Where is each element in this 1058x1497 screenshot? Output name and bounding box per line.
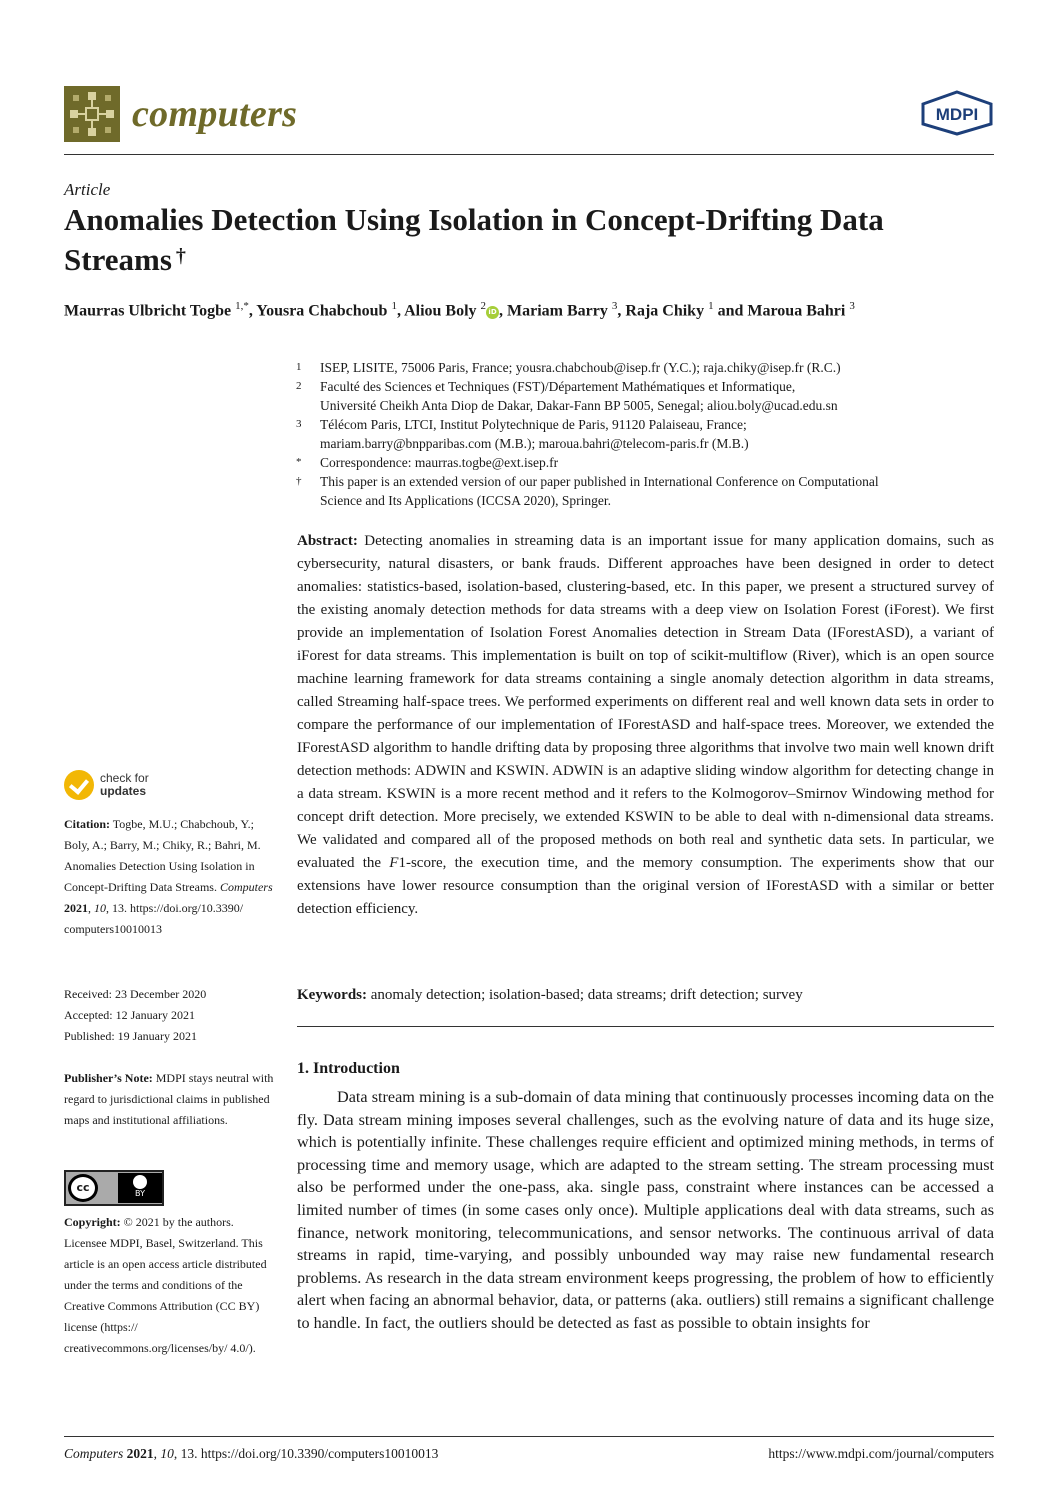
author-affil: 3 <box>849 300 855 312</box>
published-date: Published: 19 January 2021 <box>64 1029 197 1043</box>
cc-by-license-icon[interactable] <box>64 1170 164 1206</box>
affiliation-line: ISEP, LISITE, 75006 Paris, France; yousra.chabchoub@isep.fr (Y.C.); raja.chiky@isep.fr (R.C.) <box>320 360 841 375</box>
author-list: Maurras Ulbricht Togbe $^{1,*}$, Yousra Chabchoub $^1$, Aliou Boly $^2$iD , Mariam Barry $^3$, Raja Chiky $^1$ and Maroua Bahri $^3$ <box>64 300 855 320</box>
author-affil: 2 <box>480 300 487 312</box>
orcid-icon[interactable]: iD <box>486 306 499 319</box>
check-line: updates <box>100 784 147 798</box>
journal-header <box>64 86 994 154</box>
header-divider <box>64 154 994 155</box>
author-affil: 1 <box>708 300 714 312</box>
affiliation-line: Science and Its Applications (ICCSA 2020), Springer. <box>320 493 611 508</box>
citation-year: 2021 <box>64 901 88 915</box>
author: Maroua Bahri <box>747 302 846 320</box>
citation-label: Citation: <box>64 817 110 831</box>
title-footnote-mark: † <box>175 245 186 267</box>
keywords-text: anomaly detection; isolation-based; data streams; drift detection; survey <box>367 987 803 1003</box>
affiliation-item <box>288 358 994 377</box>
abstract-label: Abstract: <box>297 533 358 549</box>
page-title <box>64 200 964 280</box>
footer-year: 2021 <box>126 1446 154 1461</box>
affiliation-item <box>288 415 994 453</box>
publisher-note <box>64 1068 274 1131</box>
footer-citation: Computers 2021, 10, 13. https://doi.org/10.3390/computers10010013 <box>64 1446 439 1461</box>
dates-block <box>64 984 274 1047</box>
by-icon <box>118 1173 162 1203</box>
affiliation-mark: 1 <box>296 361 302 373</box>
author-affil: 1 <box>391 300 397 312</box>
author: Maurras Ulbricht Togbe <box>64 302 232 320</box>
section-body: Data stream mining is a sub-domain of data mining that continuously processes incoming data on the fly. Data stream mining imposes several challenges, such as the evolving nature of data and its huge size, which is potentially infinite. These challenges require efficient and optimized mining methods, in terms of processing time and memory usage, which are adapted to the stream setting. The stream processing must also be performed under the one-pass, aka. single pass, constraint where instances can be accessed a limited number of times (in some cases only once). Multiple applications deal with data streams, such as finance, network monitoring, telecommunications, and sensor networks. The continuous arrival of data streams in rapid, time-varying, and possibly unbounded way may raise new fundamental research problems. As research in the data stream environment keeps progressing, the problem of how to efficiently alert when facing an abnormal behavior, data, or patterns (aka. outliers) still remains a significant challenge to handle. In fact, the outliers should be detected as fast as possible to obtain insights for <box>297 1088 994 1332</box>
affiliation-item <box>288 453 994 472</box>
copyright-text: © 2021 by the authors. Licensee MDPI, Basel, Switzerland. This article is an open access article distributed under the terms and conditions of the Creative Commons Attribution (CC BY) license (https:// creativecommons.org/licenses/by/ 4.0/). <box>64 1215 267 1355</box>
affiliation-line: Correspondence: maurras.togbe@ext.isep.fr <box>320 455 559 470</box>
person-icon <box>133 1175 147 1189</box>
affiliations <box>288 358 994 510</box>
section-title: 1. Introduction <box>297 1060 400 1077</box>
author-affil: 3 <box>611 300 618 312</box>
affiliation-item <box>288 377 994 415</box>
and-word: and <box>717 302 744 320</box>
affiliation-line: Faculté des Sciences et Techniques (FST)/Département Mathématiques et Informatique, <box>320 379 796 394</box>
abstract-text: Detecting anomalies in streaming data is an important issue for many application domains, such as cybersecurity, natural disasters, or bank frauds. Different approaches have been designed in order to detect anomalies: statistics-based, isolation-based, clustering-based, etc. In this paper, we present a structured survey of the existing anomaly detection methods for data streams with a deep view on Isolation Forest (iForest). We first provide an implementation of Isolation Forest Anomalies detection in Stream Data (IForestASD), a variant of iForest for data streams. This implementation is built on top of scikit-multiflow (River), which is an open source machine learning framework for data streams containing a single anomaly detection algorithm in data streams, called Streaming half-space trees. We performed experiments on different real and well known data sets in order to compare the performance of our implementation of IForestASD and half-space trees. Moreover, we extended the IForestASD algorithm to handle drifting data by proposing three algorithms that involve two main well known drift detection methods: ADWIN and KSWIN. ADWIN is an adaptive sliding window algorithm for detecting change in a data stream. KSWIN is a more recent method and it refers to the Kolmogorov–Smirnov Windowing method for concept drift detection. More precisely, we extended KSWIN to be able to deal with n-dimensional data streams. We validated and compared all of the proposed methods on both real and synthetic data sets. In particular, we evaluated the <box>297 533 994 871</box>
citation-volume: 10 <box>94 901 106 915</box>
affiliation-mark: 2 <box>296 380 302 392</box>
affiliation-line: Télécom Paris, LTCI, Institut Polytechnique de Paris, 91120 Palaiseau, France; <box>320 417 747 432</box>
publisher-note-text: MDPI stays neutral with regard to jurisdictional claims in published maps and institutional affiliations. <box>64 1071 274 1127</box>
mdpi-logo <box>920 90 994 136</box>
footer-journal: Computers <box>64 1446 124 1461</box>
publisher-note-label: Publisher’s Note: <box>64 1071 153 1085</box>
by-label: BY <box>135 1189 145 1198</box>
title-text: Anomalies Detection Using Isolation in Concept-Drifting Data Streams <box>64 202 884 277</box>
citation-doi[interactable]: , 13. https://doi.org/10.3390/ computers10010013 <box>64 901 244 936</box>
affiliation-line: mariam.barry@bnpparibas.com (M.B.); maroua.bahri@telecom-paris.fr (M.B.) <box>320 436 749 451</box>
footer-doi[interactable]: , 13. https://doi.org/10.3390/computers10010013 <box>173 1446 439 1461</box>
citation-text: Togbe, M.U.; Chabchoub, Y.; Boly, A.; Barry, M.; Chiky, R.; Bahri, M. Anomalies Detection Using Isolation in Concept-Drifting Data Streams. <box>64 817 261 894</box>
keywords <box>297 984 994 1007</box>
affiliation-line: This paper is an extended version of our paper published in International Conference on Computational <box>320 474 879 489</box>
affiliation-mark: 3 <box>296 418 302 430</box>
copyright-block <box>64 1212 274 1359</box>
check-for-updates-button[interactable] <box>64 770 184 806</box>
affiliation-mark: * <box>296 456 302 468</box>
author-affil: 1,* <box>235 300 249 312</box>
author: Aliou Boly <box>404 302 477 320</box>
citation-journal: Computers <box>219 880 273 894</box>
check-line: check for <box>100 771 149 785</box>
accepted-date: Accepted: 12 January 2021 <box>64 1008 195 1022</box>
check-for-updates-label <box>100 772 149 798</box>
affiliation-item <box>288 472 994 510</box>
affiliation-mark: † <box>296 475 302 487</box>
affiliation-line: Université Cheikh Anta Diop de Dakar, Dakar-Fann BP 5005, Senegal; aliou.boly@ucad.edu.sn <box>320 398 838 413</box>
received-date: Received: 23 December 2020 <box>64 987 207 1001</box>
footer-volume: 10 <box>160 1446 174 1461</box>
section-divider <box>297 1026 994 1027</box>
citation-block: Citation: Togbe, M.U.; Chabchoub, Y.; Boly, A.; Barry, M.; Chiky, R.; Bahri, M. Anomalies Detection Using Isolation in Concept-Drifting Data Streams. Computers 2021, 10, 13. https://doi.org/10.3390/ computers10010013 <box>64 817 273 936</box>
author: Yousra Chabchoub <box>256 302 388 320</box>
author: Raja Chiky <box>625 302 705 320</box>
cc-icon: cc <box>68 1174 98 1202</box>
abstract-text-end: 1-score, the execution time, and the memory consumption. The experiments show that our extensions have lower resource consumption than the original version of IForestASD with a similar or better detection efficiency. <box>297 855 995 917</box>
check-icon <box>64 770 94 800</box>
journal-name: computers <box>132 93 298 135</box>
copyright-label: Copyright: <box>64 1215 121 1229</box>
footer-journal-url[interactable]: https://www.mdpi.com/journal/computers <box>768 1446 994 1461</box>
footer-divider <box>64 1436 994 1437</box>
author: Mariam Barry <box>507 302 608 320</box>
keywords-label: Keywords: <box>297 987 367 1003</box>
article-type: Article <box>64 180 111 199</box>
abstract <box>297 530 994 921</box>
publisher-name: MDPI <box>935 105 979 124</box>
journal-logo-icon <box>64 86 120 142</box>
abstract-f1: F <box>389 855 399 871</box>
